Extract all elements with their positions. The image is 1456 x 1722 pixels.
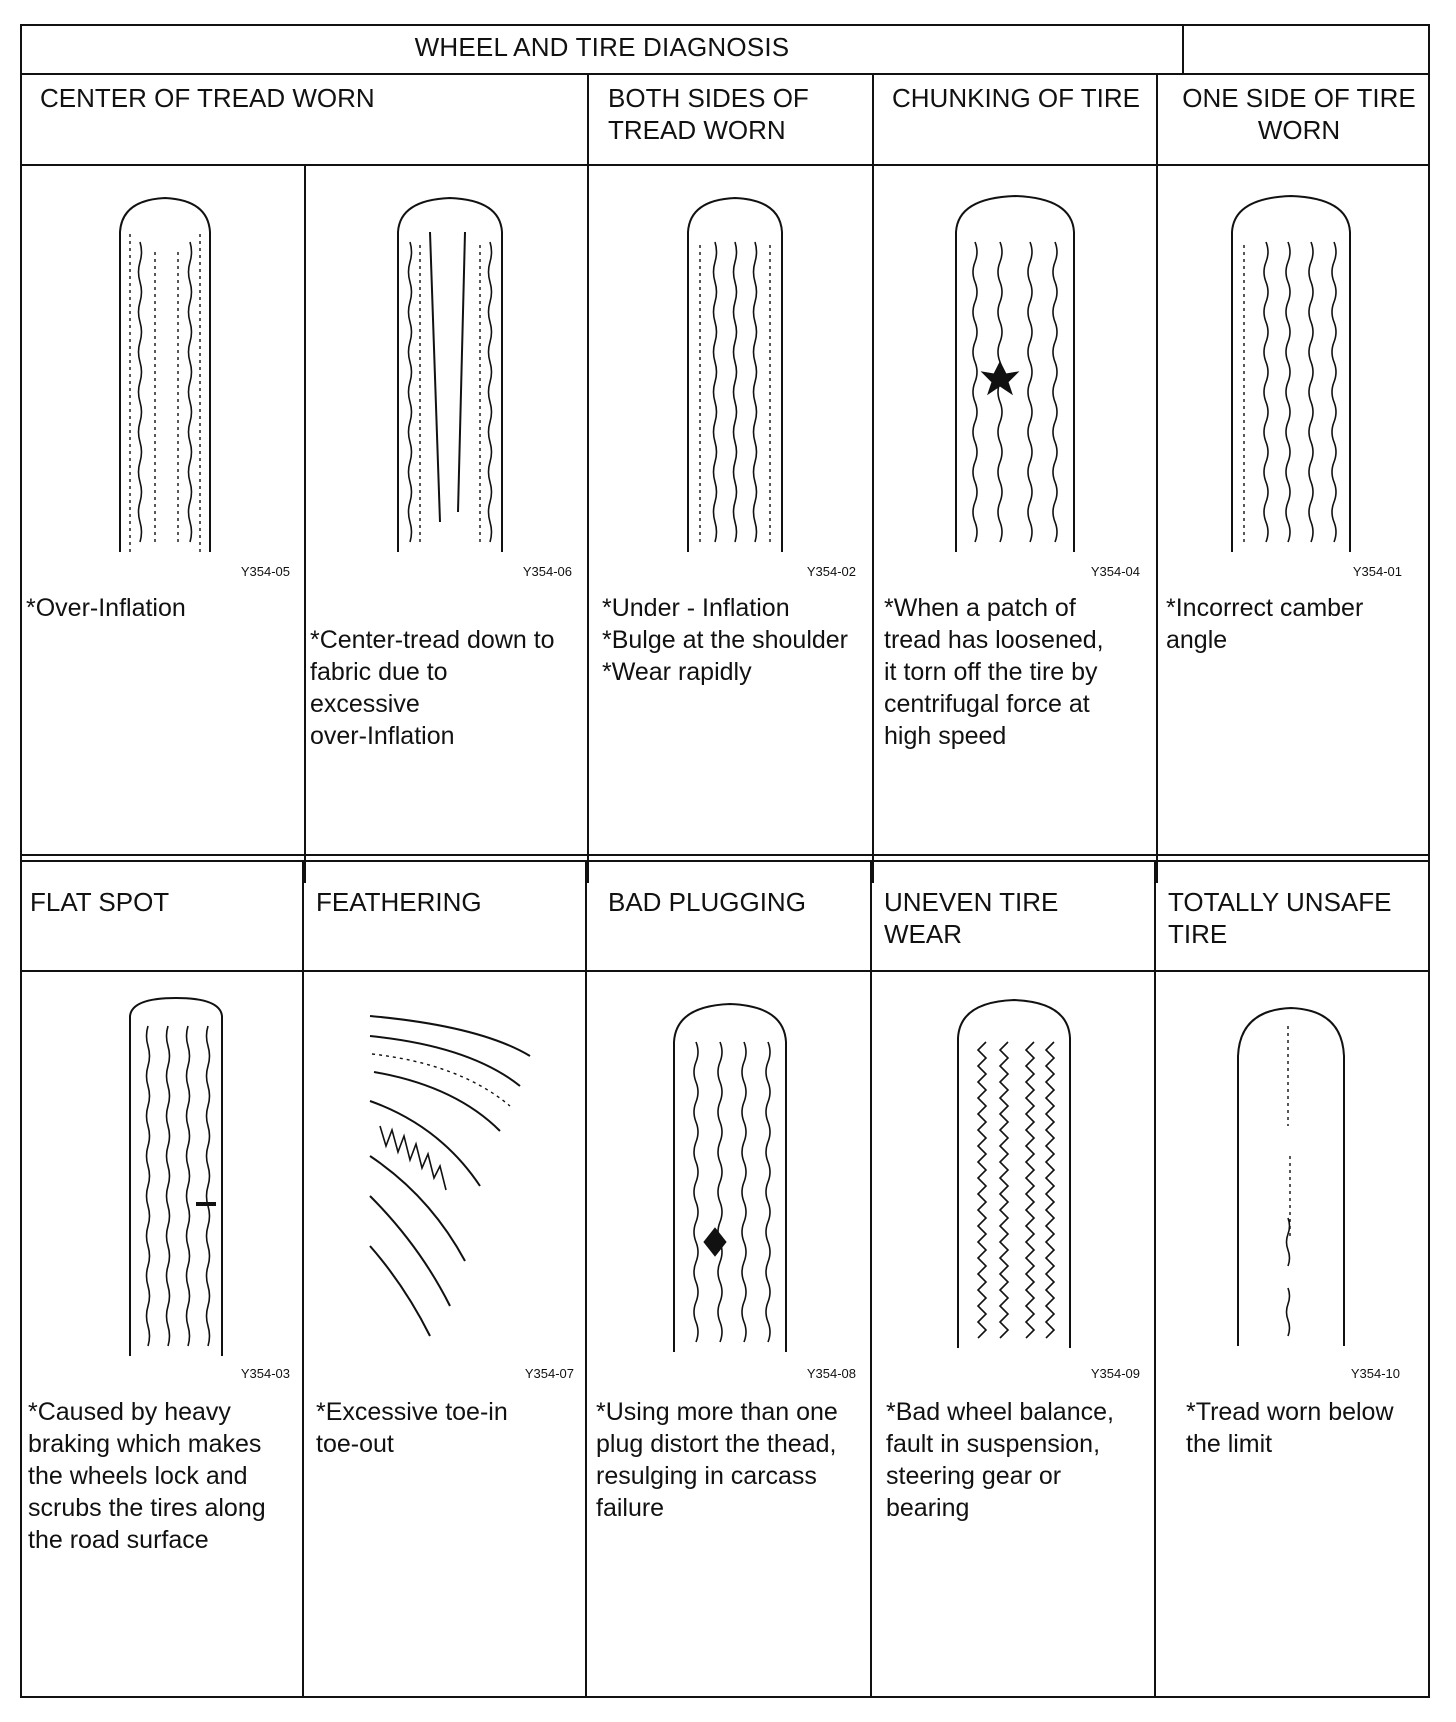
row-separator-b <box>20 860 1430 862</box>
uneven-wear-tire-icon <box>944 998 1084 1348</box>
figure-code: Y354-05 <box>240 564 290 579</box>
header-chunking: CHUNKING OF TIRE <box>892 83 1140 113</box>
table-border-top <box>20 24 1430 26</box>
header-one-side-worn: ONE SIDE OF TIRE WORN <box>1182 83 1416 145</box>
feathering-tread-icon <box>360 1006 540 1346</box>
bad-plug-tire-icon <box>660 1002 800 1352</box>
cause-text-content: *Center-tread down to fabric due to excessive over-Inflation <box>310 626 555 750</box>
figure-code: Y354-02 <box>806 564 856 579</box>
cause-text: *Excessive toe-in toe-out <box>316 1398 508 1458</box>
header-uneven-tire-wear: UNEVEN TIRE WEAR <box>884 887 1059 949</box>
figure-code: Y354-08 <box>806 1366 856 1381</box>
figure-code: Y354-10 <box>1350 1366 1400 1381</box>
table-title: WHEEL AND TIRE DIAGNOSIS <box>414 32 790 62</box>
figure-code: Y354-07 <box>524 1366 574 1381</box>
cause-text: *Bad wheel balance, fault in suspension, steering gear or bearing <box>886 1398 1114 1522</box>
header-bad-plugging: BAD PLUGGING <box>608 887 806 917</box>
cause-text: *Using more than one plug distort the thead, resulging in carcass failure <box>596 1398 838 1522</box>
bottom-col-divider-4 <box>1154 860 1156 1698</box>
cause-text <box>310 592 582 784</box>
header-totally-unsafe-tire: TOTALLY UNSAFE TIRE <box>1168 887 1392 949</box>
table-border-bottom <box>20 1696 1430 1698</box>
header-flat-spot: FLAT SPOT <box>30 887 170 917</box>
title-row-rule <box>20 73 1430 75</box>
both-sides-worn-tire-icon <box>670 192 800 552</box>
cause-text: *Caused by heavy braking which makes the wheels lock and scrubs the tires along the road surface <box>28 1398 266 1554</box>
chunked-tire-icon <box>940 192 1090 552</box>
figure-code: Y354-06 <box>522 564 572 579</box>
fabric-exposed-tire-icon <box>380 192 520 552</box>
bald-tire-icon <box>1226 1006 1356 1346</box>
bottom-col-divider-1 <box>302 860 304 1698</box>
cause-text: *When a patch of tread has loosened, it torn off the tire by centrifugal force at high speed <box>884 594 1104 750</box>
header-center-of-tread-worn: CENTER OF TREAD WORN <box>40 83 375 113</box>
top-header-rule <box>20 164 1430 166</box>
bottom-col-divider-2 <box>585 860 587 1698</box>
title-divider <box>1182 24 1184 74</box>
col-divider-1 <box>304 164 306 883</box>
center-worn-tire-icon <box>100 192 230 552</box>
diagnosis-table <box>20 24 1430 1698</box>
one-side-worn-tire-icon <box>1216 192 1366 552</box>
bottom-header-rule <box>20 970 1430 972</box>
header-feathering: FEATHERING <box>316 887 482 917</box>
cause-text: *Over-Inflation <box>26 594 186 622</box>
cause-text: *Tread worn below the limit <box>1186 1398 1394 1458</box>
cause-text: *Under - Inflation *Bulge at the shoulder *Wear rapidly <box>602 594 849 686</box>
header-both-sides-worn: BOTH SIDES OF TREAD WORN <box>608 83 809 145</box>
cause-text: *Incorrect camber angle <box>1166 594 1364 654</box>
figure-code: Y354-04 <box>1090 564 1140 579</box>
col-divider-4 <box>1156 73 1158 883</box>
flat-spot-tire-icon <box>116 996 236 1356</box>
row-separator-a <box>20 854 1430 856</box>
figure-code: Y354-01 <box>1352 564 1402 579</box>
figure-code: Y354-09 <box>1090 1366 1140 1381</box>
col-divider-2 <box>587 73 589 883</box>
col-divider-3 <box>872 73 874 883</box>
bottom-col-divider-3 <box>870 860 872 1698</box>
figure-code: Y354-03 <box>240 1366 290 1381</box>
